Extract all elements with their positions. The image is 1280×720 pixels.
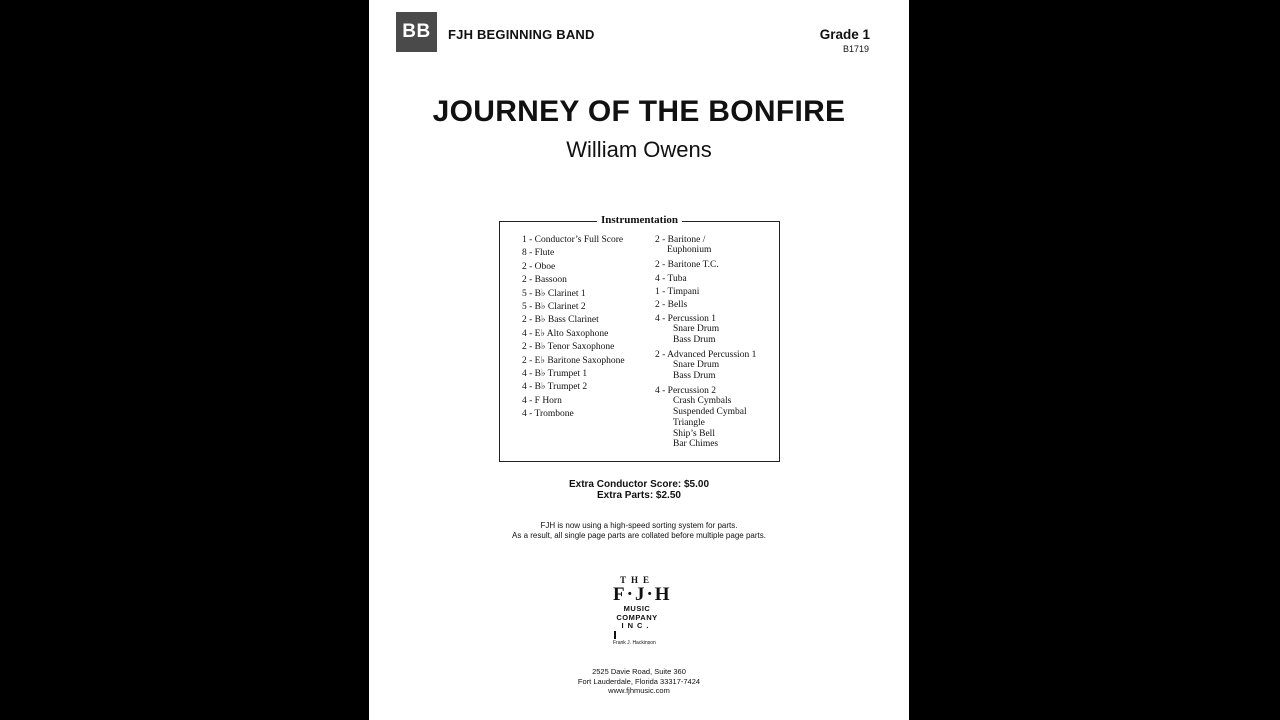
- percussion-item: Suspended Cymbal: [673, 407, 747, 418]
- instrument-entry: 2 - B♭ Bass Clarinet: [522, 315, 599, 326]
- note-line: FJH is now using a high-speed sorting system for parts.: [540, 521, 738, 530]
- logo-inc: INC.: [621, 621, 653, 630]
- composer-name: William Owens: [566, 137, 712, 162]
- instrument-entry: 4 - Tuba: [655, 273, 687, 284]
- note-line: As a result, all single page parts are collated before multiple page parts.: [512, 531, 766, 540]
- logo-rule: [614, 631, 661, 639]
- instrument-entry: 2 - Oboe: [522, 261, 556, 272]
- instrument-entry: 4 - Percussion 1: [655, 313, 716, 324]
- instrument-entry: 8 - Flute: [522, 248, 555, 259]
- logo-company: COMPANY: [616, 612, 658, 622]
- website-text: www.fjhmusic.com: [608, 686, 670, 695]
- percussion-item: Snare Drum: [673, 360, 720, 371]
- percussion-item: Bar Chimes: [673, 439, 719, 450]
- address-line: Fort Lauderdale, Florida 33317-7424: [577, 676, 701, 686]
- percussion-item: Triangle: [673, 417, 705, 428]
- instrument-entry: 4 - Trombone: [522, 409, 574, 420]
- series-name: FJH BEGINNING BAND: [448, 27, 595, 42]
- instrument-entry-continued: Euphonium: [667, 245, 712, 256]
- instrumentation-heading: Instrumentation: [500, 214, 779, 226]
- instrument-entry: 2 - Bells: [655, 300, 688, 311]
- percussion-item: Ship’s Bell: [673, 428, 715, 439]
- logo-fjh: F·J·H: [613, 584, 672, 605]
- instrument-entry: 4 - F Horn: [522, 395, 562, 406]
- percussion-item: Bass Drum: [673, 335, 716, 346]
- score-cover-page: [369, 0, 909, 720]
- percussion-item: Bass Drum: [673, 371, 716, 382]
- conductor-score-price: Extra Conductor Score: $5.00: [568, 479, 710, 490]
- instrument-entry: 2 - Baritone T.C.: [655, 260, 719, 271]
- percussion-item: Crash Cymbals: [673, 396, 732, 407]
- instrumentation-left-column: [522, 234, 625, 422]
- instrument-entry: 1 - Conductor’s Full Score: [522, 235, 624, 245]
- instrument-entry: 4 - B♭ Trumpet 2: [522, 382, 588, 393]
- beginning-band-logo: BB: [396, 12, 437, 52]
- instrument-entry: 2 - Baritone /: [655, 235, 706, 245]
- catalog-number: B1719: [842, 44, 869, 54]
- instrumentation-box: [499, 214, 780, 462]
- instrument-entry: 2 - Advanced Percussion 1: [655, 349, 757, 360]
- address-line: 2525 Davie Road, Suite 360: [592, 667, 686, 676]
- instrument-entry: 2 - E♭ Baritone Saxophone: [522, 355, 625, 366]
- fjh-publisher-logo: [613, 575, 672, 656]
- instrument-entry: 4 - E♭ Alto Saxophone: [522, 328, 609, 339]
- piece-title: JOURNEY OF THE BONFIRE: [432, 95, 846, 128]
- logo-signature: Frank J. Hackinson: [613, 639, 656, 646]
- instrument-entry: 5 - B♭ Clarinet 1: [522, 288, 586, 299]
- instrument-entry: 2 - B♭ Tenor Saxophone: [522, 342, 615, 353]
- sorting-note: [369, 521, 909, 541]
- price-info: [369, 479, 909, 501]
- instrument-entry: 5 - B♭ Clarinet 2: [522, 302, 586, 313]
- extra-parts-price: Extra Parts: $2.50: [597, 490, 681, 501]
- logo-the: THE: [619, 575, 654, 585]
- grade-label: Grade 1: [819, 27, 870, 42]
- publisher-address: [369, 667, 909, 696]
- instrument-entry: 2 - Bassoon: [522, 275, 567, 286]
- instrument-entry: 1 - Timpani: [655, 287, 700, 298]
- percussion-item: Snare Drum: [673, 324, 720, 335]
- instrumentation-right-column: [655, 234, 756, 450]
- instrument-entry: 4 - Percussion 2: [655, 385, 716, 396]
- instrument-entry: 4 - B♭ Trumpet 1: [522, 369, 588, 380]
- logo-music: MUSIC: [623, 604, 651, 613]
